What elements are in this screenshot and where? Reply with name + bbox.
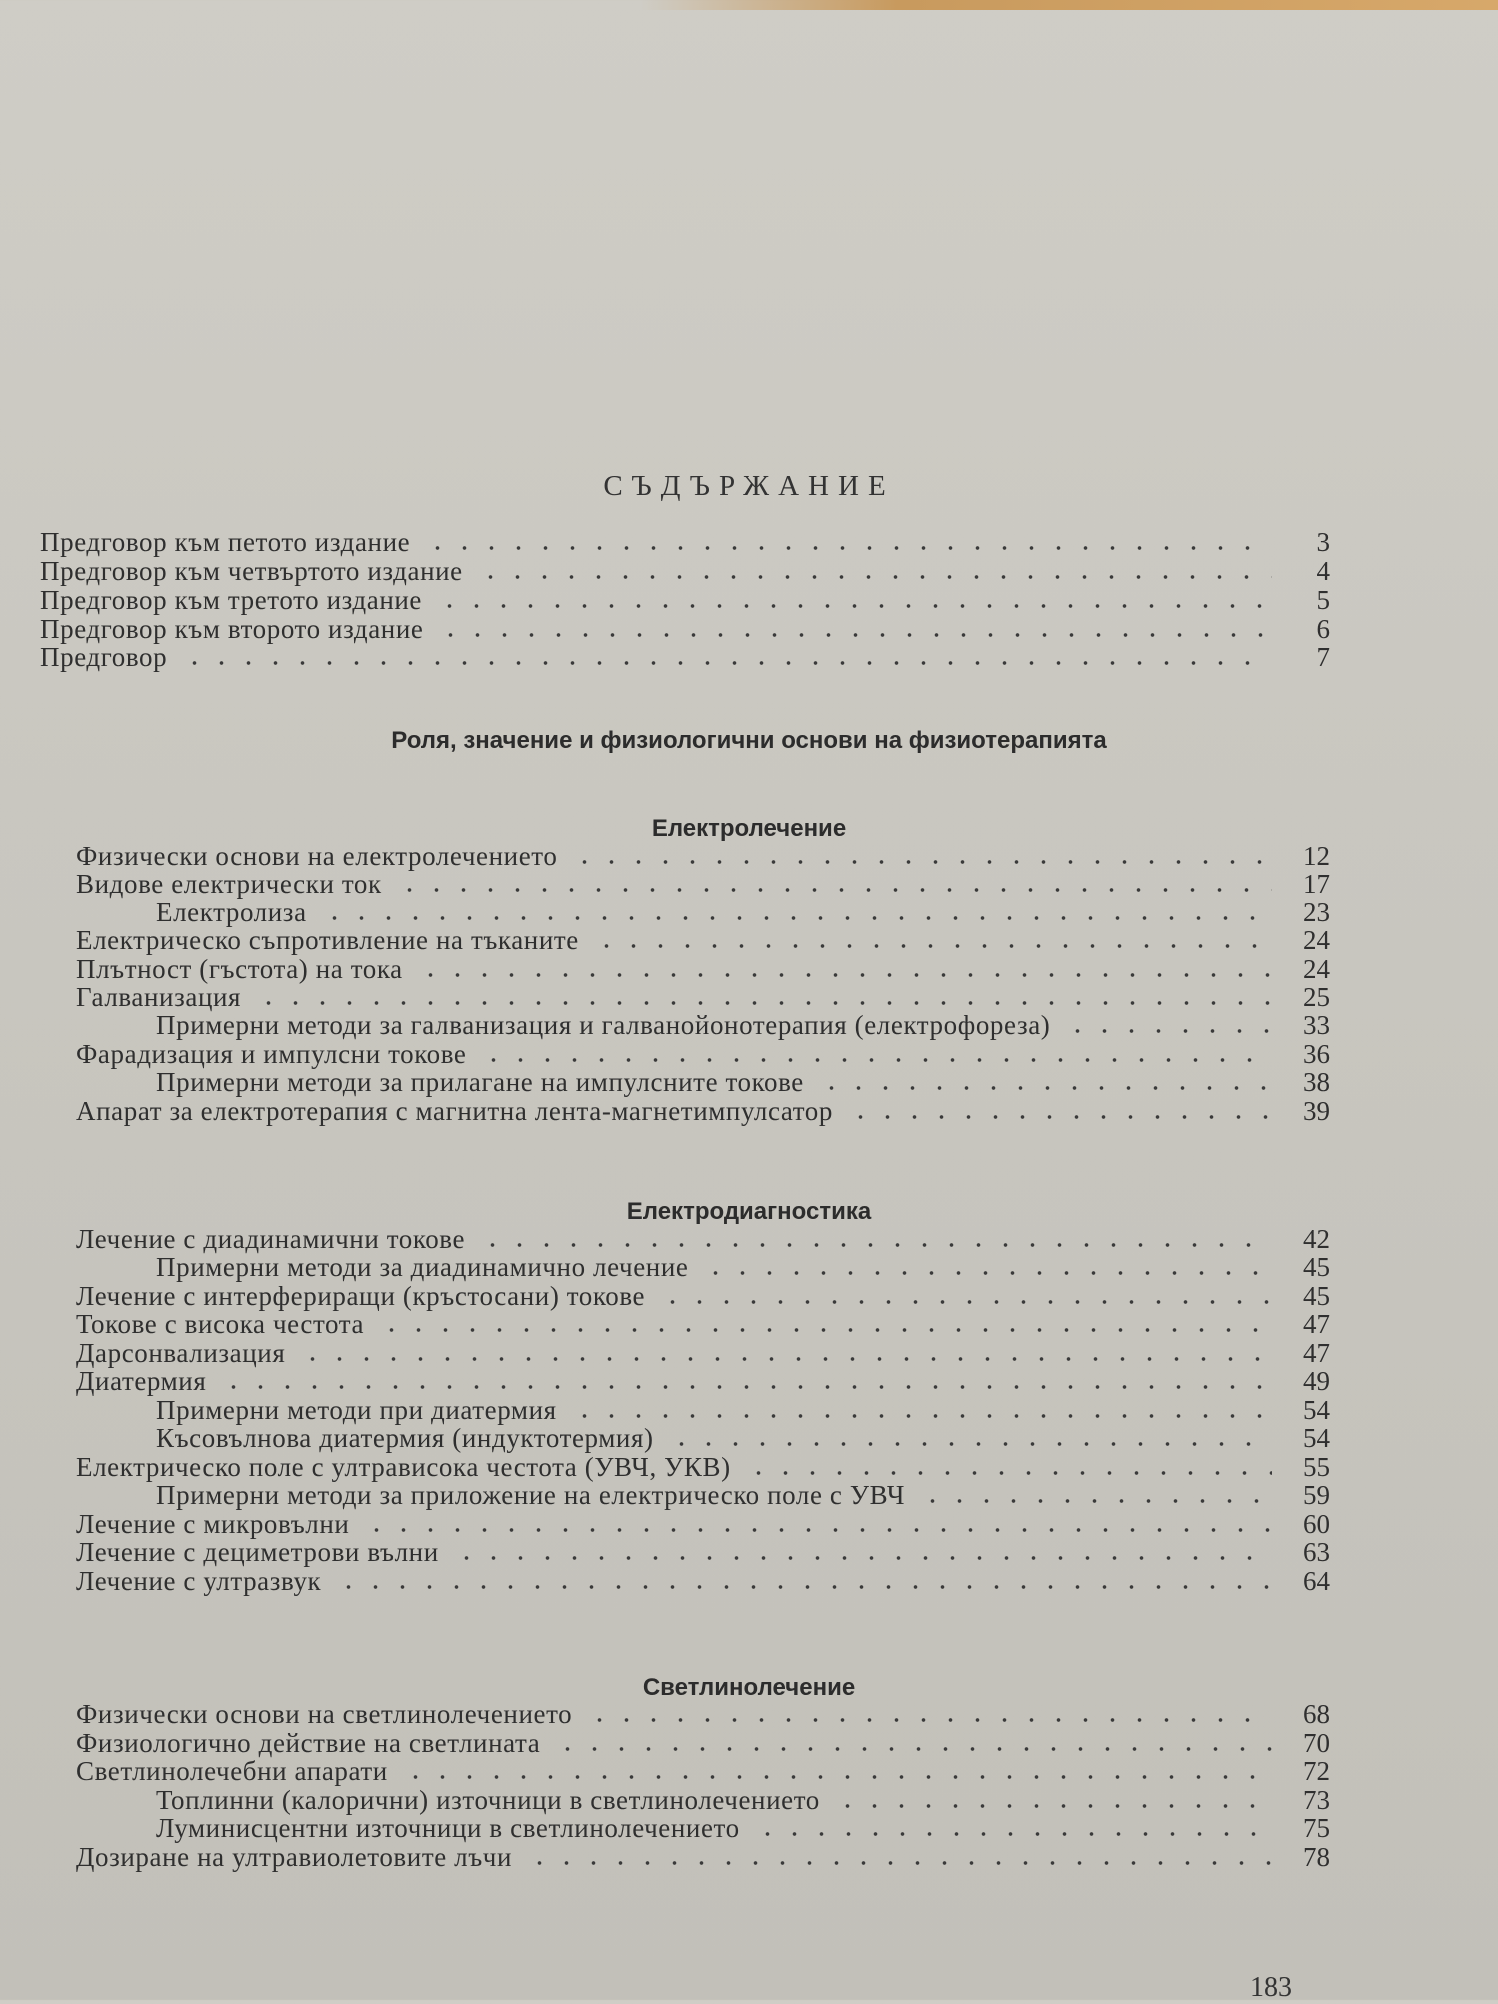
toc-entry-page: 72 (1303, 1756, 1330, 1786)
toc-entry-title: Фарадизация и импулсни токове (76, 1039, 467, 1069)
toc-entry (40, 615, 1330, 643)
toc-entry-page: 60 (1303, 1509, 1330, 1539)
toc-entry (40, 557, 1330, 585)
dot-leader (818, 1086, 1272, 1090)
toc-entry-page: 63 (1303, 1537, 1330, 1567)
section-heading: Роля, значение и физиологични основи на физиотерапията (391, 727, 1107, 754)
toc-entry-title: Лечение с микровълни (76, 1509, 350, 1539)
dot-leader (255, 1001, 1272, 1005)
toc-entry-title: Предговор към второто издание (40, 614, 424, 644)
toc-entry-page: 5 (1316, 585, 1330, 615)
toc-entry (156, 1396, 1330, 1424)
toc-entry-title: Примерни методи за приложение на електрическо поле с УВЧ (156, 1480, 905, 1510)
toc-entry (76, 1757, 1330, 1785)
toc-entry (40, 586, 1330, 614)
toc-entry-title: Диатермия (76, 1366, 207, 1396)
dot-leader (335, 1585, 1272, 1589)
dot-leader (526, 1861, 1272, 1865)
dot-leader (417, 973, 1272, 977)
toc-entry (156, 1011, 1330, 1039)
toc-entry-title: Електрическо съпротивление на тъканите (76, 925, 579, 955)
toc-entry-title: Топлинни (калорични) източници в светлинолечението (156, 1785, 820, 1815)
toc-entry-title: Дозиране на ултравиолетовите лъчи (76, 1842, 513, 1872)
toc-entry-page: 75 (1303, 1813, 1330, 1843)
dot-leader (220, 1385, 1272, 1389)
page-title: СЪДЪРЖАНИЕ (603, 470, 895, 502)
toc-entry (76, 1538, 1330, 1566)
section-heading: Електродиагностика (626, 1198, 872, 1225)
dot-leader (847, 1115, 1272, 1119)
toc-entry-page: 24 (1303, 954, 1330, 984)
toc-entry (40, 528, 1330, 556)
toc-entry-title: Физически основи на светлинолечението (76, 1699, 573, 1729)
dot-leader (834, 1804, 1272, 1808)
toc-entry-page: 45 (1303, 1281, 1330, 1311)
dot-leader (424, 546, 1272, 550)
toc-entry-page: 24 (1303, 925, 1330, 955)
dot-leader (554, 1747, 1272, 1751)
toc-entry-title: Плътност (гъстота) на тока (76, 954, 403, 984)
toc-entry-page: 64 (1303, 1566, 1330, 1596)
toc-entry-page: 70 (1303, 1728, 1330, 1758)
toc-entry-page: 55 (1303, 1452, 1330, 1482)
toc-entry-page: 17 (1303, 869, 1330, 899)
toc-entry (76, 1843, 1330, 1871)
toc-entry-title: Електролиза (156, 897, 307, 927)
dot-leader (659, 1300, 1272, 1304)
toc-entry-title: Лечение с интерфериращи (кръстосани) токове (76, 1281, 646, 1311)
toc-entry-title: Примерни методи за диадинамично лечение (156, 1252, 689, 1282)
toc-entry-page: 33 (1303, 1010, 1330, 1040)
toc-entry (76, 1567, 1330, 1595)
toc-entry (76, 1310, 1330, 1338)
toc-entry (156, 898, 1330, 926)
toc-entry-page: 54 (1303, 1423, 1330, 1453)
toc-entry-page: 49 (1303, 1366, 1330, 1396)
dot-leader (571, 1414, 1272, 1418)
toc-entry-title: Дарсонвализация (76, 1338, 286, 1368)
toc-entry-page: 54 (1303, 1395, 1330, 1425)
toc-entry-page: 47 (1303, 1309, 1330, 1339)
toc-entry (76, 870, 1330, 898)
dot-leader (181, 661, 1272, 665)
dot-leader (396, 888, 1272, 892)
dot-leader (1064, 1029, 1272, 1033)
toc-entry (76, 983, 1330, 1011)
dot-leader (586, 1718, 1272, 1722)
dot-leader (593, 944, 1272, 948)
toc-entry (156, 1786, 1330, 1814)
toc-entry (76, 1225, 1330, 1253)
toc-entry-title: Луминисцентни източници в светлинолечението (156, 1813, 740, 1843)
toc-entry-page: 6 (1316, 614, 1330, 644)
toc-entry-title: Видове електрически ток (76, 869, 382, 899)
toc-entry-title: Предговор към третото издание (40, 585, 423, 615)
toc-entry-page: 47 (1303, 1338, 1330, 1368)
toc-entry-title: Примерни методи при диатермия (156, 1395, 557, 1425)
dot-leader (437, 633, 1272, 637)
toc-entry-page: 12 (1303, 841, 1330, 871)
toc-entry-page: 39 (1303, 1096, 1330, 1126)
toc-entry-page: 73 (1303, 1785, 1330, 1815)
toc-entry-title: Физиологично действие на светлината (76, 1728, 541, 1758)
dot-leader (919, 1499, 1272, 1503)
toc-entry (156, 1814, 1330, 1842)
toc-entry-title: Примерни методи за прилагане на импулсните токове (156, 1067, 804, 1097)
toc-entry-page: 23 (1303, 897, 1330, 927)
toc-entry-page: 45 (1303, 1252, 1330, 1282)
toc-entry (76, 1729, 1330, 1757)
toc-entry-title: Апарат за електротерапия с магнитна лента-магнетимпулсатор (76, 1096, 834, 1126)
toc-entry (156, 1068, 1330, 1096)
toc-entry (76, 1453, 1330, 1481)
dot-leader (480, 1058, 1272, 1062)
toc-entry (156, 1424, 1330, 1452)
dot-leader (745, 1471, 1272, 1475)
page-number: 183 (1250, 1972, 1292, 2003)
dot-leader (402, 1775, 1272, 1779)
toc-entry-title: Лечение с диадинамични токове (76, 1224, 466, 1254)
toc-entry (76, 926, 1330, 954)
toc-entry-page: 59 (1303, 1480, 1330, 1510)
toc-entry (40, 643, 1330, 671)
toc-entry-page: 36 (1303, 1039, 1330, 1069)
dot-leader (571, 860, 1272, 864)
dot-leader (453, 1556, 1272, 1560)
dot-leader (702, 1271, 1272, 1275)
toc-entry-title: Токове с висока честота (76, 1309, 365, 1339)
dot-leader (479, 1243, 1272, 1247)
dot-leader (754, 1832, 1272, 1836)
toc-entry-title: Лечение с ултразвук (76, 1566, 322, 1596)
toc-entry-title: Късовълнова диатермия (индуктотермия) (156, 1423, 654, 1453)
toc-entry (156, 1481, 1330, 1509)
toc-entry-title: Електрическо поле с ултрависока честота (УВЧ, УКВ) (76, 1452, 731, 1482)
toc-entry (76, 1367, 1330, 1395)
dot-leader (378, 1328, 1272, 1332)
section-heading: Електролечение (651, 815, 847, 842)
dot-leader (436, 604, 1272, 608)
toc-entry-page: 38 (1303, 1067, 1330, 1097)
toc-entry (76, 1339, 1330, 1367)
toc-entry (76, 1282, 1330, 1310)
toc-entry-title: Лечение с дециметрови вълни (76, 1537, 439, 1567)
dot-leader (363, 1528, 1272, 1532)
toc-entry (76, 1097, 1330, 1125)
toc-entry (76, 1040, 1330, 1068)
toc-entry-title: Светлинолечебни апарати (76, 1756, 388, 1786)
toc-entry-title: Предговор (40, 642, 168, 672)
toc-entry-title: Предговор към четвъртото издание (40, 556, 463, 586)
toc-entry-page: 68 (1303, 1699, 1330, 1729)
toc-entry-page: 7 (1316, 642, 1330, 672)
toc-entry (156, 1253, 1330, 1281)
dot-leader (299, 1357, 1272, 1361)
toc-entry-page: 25 (1303, 982, 1330, 1012)
toc-entry-title: Физически основи на електролечението (76, 841, 558, 871)
toc-entry-title: Примерни методи за галванизация и галванойонотерапия (електрофореза) (156, 1010, 1051, 1040)
toc-entry (76, 1700, 1330, 1728)
toc-entry-title: Галванизация (76, 982, 242, 1012)
dot-leader (668, 1442, 1272, 1446)
toc-entry (76, 1510, 1330, 1538)
toc-entry-page: 78 (1303, 1842, 1330, 1872)
toc-entry-page: 42 (1303, 1224, 1330, 1254)
dot-leader (477, 575, 1272, 579)
section-heading: Светлинолечение (642, 1674, 856, 1701)
dot-leader (321, 916, 1272, 920)
toc-entry (76, 842, 1330, 870)
toc-entry-title: Предговор към петото издание (40, 527, 411, 557)
toc-entry-page: 4 (1316, 556, 1330, 586)
toc-entry (76, 955, 1330, 983)
toc-entry-page: 3 (1316, 527, 1330, 557)
